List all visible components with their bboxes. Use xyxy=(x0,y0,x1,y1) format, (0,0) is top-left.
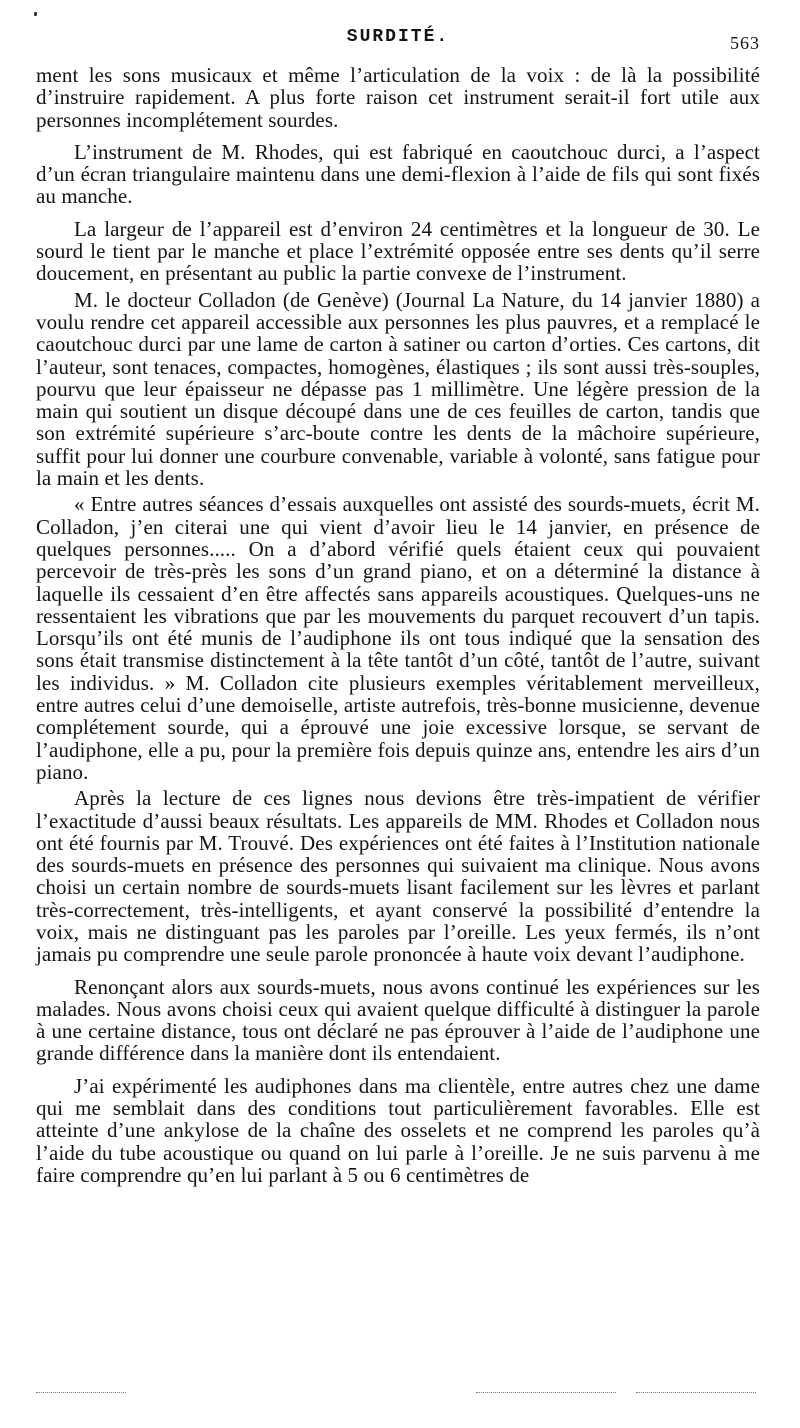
paragraph-dimensions: La largeur de l’appareil est d’environ 24 centimètres et la longueur de 30. Le sourd le tient par le manche et place l’extrémité opposée entre ses dents qu’il serre doucement, en présentant au public la partie convexe de l’instrument. xyxy=(36,216,760,286)
paragraph-clientele: J’ai expérimenté les audiphones dans ma clientèle, entre autres chez une dame qui me semblait dans des conditions tout particulièrement favorables. Elle est atteinte d’une ankylose de la chaîne des osselets et ne comprend les paroles qu’à l’aide du tube acoustique ou quand on lui parle à l’oreille. Je ne suis parvenu à me faire comprendre qu’en lui parlant à 5 ou 6 centimètres de xyxy=(36,1073,760,1187)
paragraph-colladon: M. le docteur Colladon (de Genève) (Journal La Nature, du 14 janvier 1880) a voulu rendre cet appareil accessible aux personnes les plus pauvres, et a remplacé le caoutchouc durci par une lame de carton à satiner ou carton d’orties. Ces cartons, dit l’auteur, sont tenaces, compactes, homogènes, élastiques ; ils sont aussi très-souples, pourvu que leur épaisseur ne dépasse pas 1 millimètre. Une légère pression de la main qui soutient un disque découpé dans une de ces feuilles de carton, tandis que son extrémité supérieure s’arc-boute contre les dents de la mâchoire supérieure, suffit pour lui donner une courbure convenable, variable à volonté, sans fatigue pour la main et les dents. xyxy=(36,287,760,491)
paragraph-continuation: ment les sons musicaux et même l’articulation de la voix : de là la possibilité d’instruire rapidement. A plus forte raison cet instrument serait-il fort utile aux personnes incomplétement sourdes. xyxy=(36,63,760,132)
body-text xyxy=(36,64,760,1186)
paragraph-patients: Renonçant alors aux sourds-muets, nous avons continué les expériences sur les malades. Nous avons choisi ceux qui avaient quelque difficulté à distinguer la parole à une certaine distance, tous ont déclaré ne pas éprouver à l’aide de l’audiphone une grande différence dans la manière dont ils entendaient. xyxy=(36,974,760,1066)
paragraph-rhodes-instrument: L’instrument de M. Rhodes, qui est fabriqué en caoutchouc durci, a l’aspect d’un écran triangulaire maintenu dans une demi-flexion à l’aide de fils qui sont fixés au manche. xyxy=(36,139,760,209)
running-title: SURDITÉ. xyxy=(346,27,450,47)
print-speck xyxy=(34,12,37,16)
bleed-mark xyxy=(636,1392,756,1394)
paragraph-colladon-quote: « Entre autres séances d’essais auxquelles ont assisté des sourds-muets, écrit M. Colladon, j’en citerai une qui vient d’avoir lieu le 14 janvier, en présence de quelques personnes..... On a d’abord vérifié quels étaient ceux qui pouvaient percevoir de très-près les sons d’un grand piano, et on a déterminé la distance à laquelle ils cessaient d’en être affectés sans appareils acoustiques. Quelques-uns ne ressentaient les vibrations que par les mouvements du parquet recouvert d’un tapis. Lorsqu’ils ont été munis de l’audiphone ils ont tous indiqué que la sensation des sons était transmise distinctement à la tête tantôt d’un côté, tantôt de l’autre, suivant les individus. » M. Colladon cite plusieurs exemples véritablement merveilleux, entre autres celui d’une demoiselle, artiste autrefois, très-bonne musicienne, devenue complétement sourde, qui a éprouvé une joie excessive lorsque, se servant de l’audiphone, elle a pu, pour la première fois depuis quinze ans, entendre les airs d’un piano. xyxy=(36,492,760,784)
bleed-mark xyxy=(36,1392,126,1394)
bleed-mark xyxy=(476,1392,616,1394)
page-header xyxy=(36,27,760,53)
page-number: 563 xyxy=(730,33,760,53)
bleed-through-marks xyxy=(36,1392,760,1398)
paragraph-experiments: Après la lecture de ces lignes nous devions être très-impatient de vérifier l’exactitude d’aussi beaux résultats. Les appareils de MM. Rhodes et Colladon nous ont été fournis par M. Trouvé. Des expériences ont été faites à l’Institution nationale des sourds-muets en présence des personnes qui suivaient ma clinique. Nous avons choisi un certain nombre de sourds-muets lisant facilement sur les lèvres et parlant très-correctement, très-intelligents, et ayant conservé la possibilité d’entendre la voix, mais ne distinguant pas les paroles par l’oreille. Les yeux fermés, ils n’ont jamais pu comprendre une seule parole prononcée à haute voix devant l’audiphone. xyxy=(36,786,760,967)
